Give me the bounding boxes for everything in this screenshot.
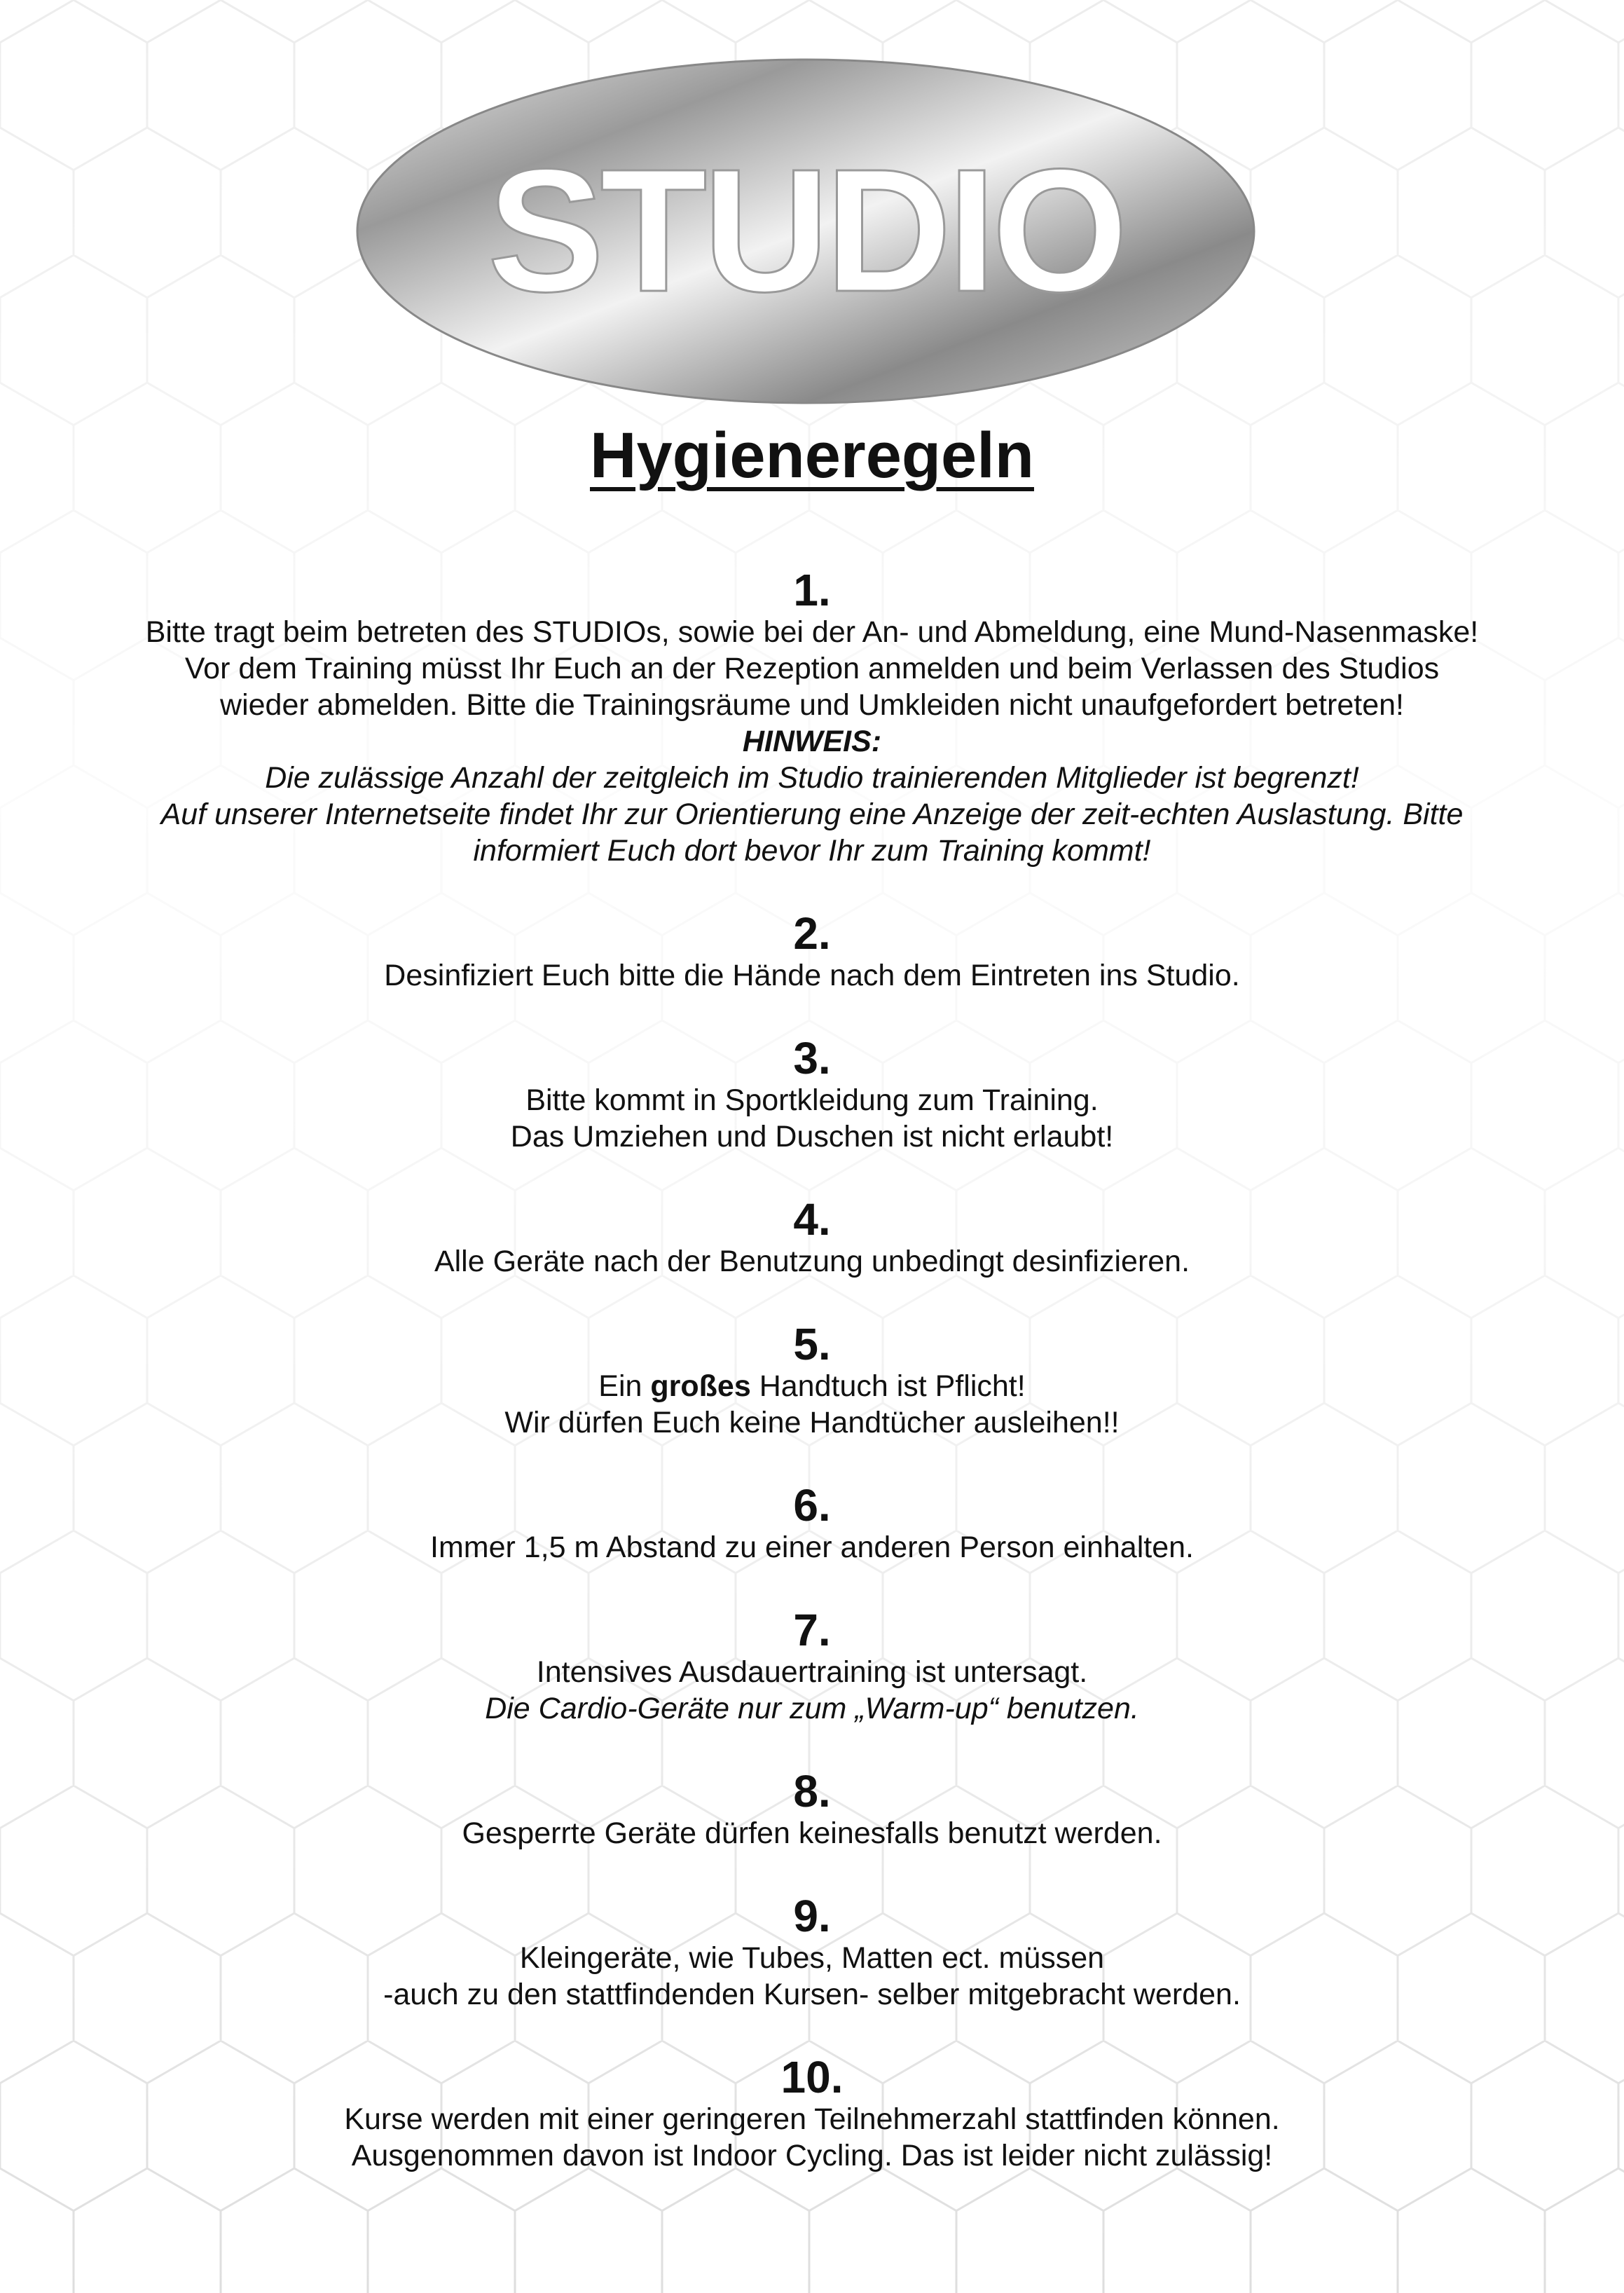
rule-text: -auch zu den stattfindenden Kursen- selber mitgebracht werden. (383, 1978, 1241, 2011)
logo-text: STUDIO (487, 132, 1124, 328)
rule-text-italic: Die Cardio-Geräte nur zum „Warm-up“ benutzen. (485, 1692, 1139, 1725)
rule-number: 4. (793, 1194, 831, 1245)
rule-text: Kleingeräte, wie Tubes, Matten ect. müssen (519, 1941, 1105, 1975)
rule-text: Desinfiziert Euch bitte die Hände nach dem Eintreten ins Studio. (384, 959, 1240, 992)
rule-text: Vor dem Training müsst Ihr Euch an der Rezeption anmelden und beim Verlassen des Studios (184, 652, 1440, 685)
rule-number: 8. (793, 1766, 831, 1816)
rule-number: 9. (793, 1891, 831, 1941)
studio-logo (350, 49, 1261, 413)
rule-1 (42, 566, 1582, 869)
page-title: Hygieneregeln (590, 420, 1034, 491)
rule-text: Bitte tragt beim betreten des STUDIOs, sowie bei der An- und Abmeldung, eine Mund-Nasenmaske! (145, 615, 1479, 649)
rule-text: wieder abmelden. Bitte die Trainingsräume und Umkleiden nicht unaufgefordert betreten! (220, 688, 1404, 722)
rule-text: Intensives Ausdauertraining ist untersagt. (536, 1655, 1088, 1689)
rule-text-prefix: Ein (598, 1369, 651, 1403)
rule-8 (42, 1767, 1582, 1851)
hint-text: informiert Euch dort bevor Ihr zum Training kommt! (473, 834, 1151, 868)
rule-number: 7. (793, 1605, 831, 1655)
rules-list (42, 566, 1582, 2174)
rule-number: 1. (793, 565, 831, 615)
rule-2 (42, 910, 1582, 994)
rule-3 (42, 1034, 1582, 1155)
rule-text: Das Umziehen und Duschen ist nicht erlaubt! (510, 1120, 1114, 1154)
rule-number: 10. (780, 2052, 844, 2102)
hint-text: Auf unserer Internetseite findet Ihr zur Orientierung eine Anzeige der zeit-echten Auslastung. Bitte (160, 798, 1464, 831)
rule-number: 6. (793, 1480, 831, 1531)
rule-5 (42, 1320, 1582, 1441)
hint-text: Die zulässige Anzahl der zeitgleich im Studio trainierenden Mitglieder ist begrenzt! (265, 761, 1359, 795)
rule-text: Bitte kommt in Sportkleidung zum Training. (525, 1083, 1099, 1117)
rule-7 (42, 1606, 1582, 1727)
rule-text (42, 1368, 1582, 1404)
rule-text-emphasis: großes (650, 1369, 751, 1403)
rule-10 (42, 2053, 1582, 2174)
hint-label: HINWEIS: (742, 725, 882, 758)
rule-9 (42, 1892, 1582, 2013)
rule-number: 3. (793, 1033, 831, 1083)
rule-text: Alle Geräte nach der Benutzung unbedingt desinfizieren. (434, 1245, 1190, 1278)
rule-text: Kurse werden mit einer geringeren Teilnehmerzahl stattfinden können. (344, 2102, 1280, 2136)
rule-number: 5. (793, 1319, 831, 1369)
rule-text: Gesperrte Geräte dürfen keinesfalls benutzt werden. (462, 1816, 1162, 1850)
rule-text: Immer 1,5 m Abstand zu einer anderen Person einhalten. (430, 1531, 1194, 1564)
rule-text: Ausgenommen davon ist Indoor Cycling. Das ist leider nicht zulässig! (351, 2139, 1273, 2172)
rule-6 (42, 1481, 1582, 1566)
rule-4 (42, 1196, 1582, 1280)
rule-number: 2. (793, 908, 831, 959)
rule-text: Wir dürfen Euch keine Handtücher ausleihen!! (504, 1406, 1120, 1439)
rule-text-suffix: Handtuch ist Pflicht! (750, 1369, 1026, 1403)
